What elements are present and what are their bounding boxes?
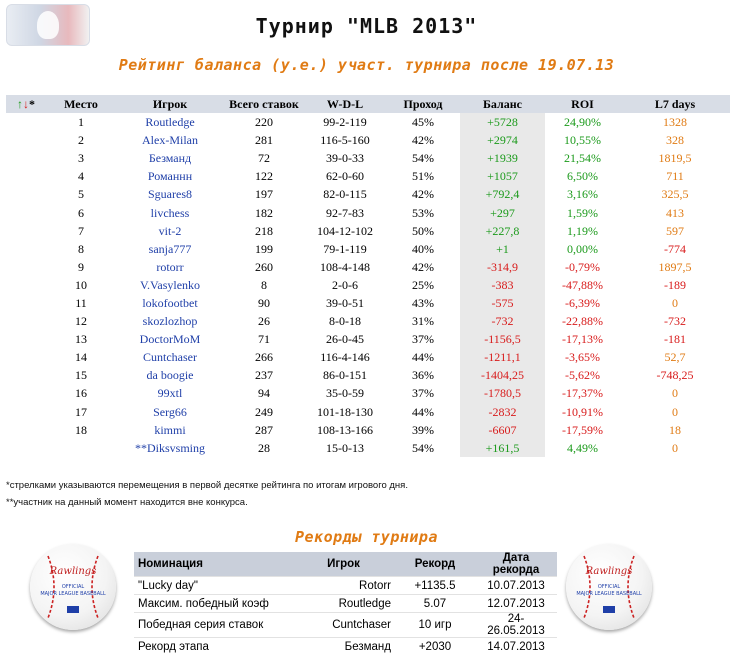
bets-cell: 281 xyxy=(255,133,273,148)
table-row xyxy=(6,203,730,221)
arrow-cell xyxy=(6,113,46,131)
pass-cell: 42% xyxy=(412,187,434,202)
bets-cell: 122 xyxy=(255,169,273,184)
record-date: 24-26.05.2013 xyxy=(475,613,557,638)
balance-cell: -1156,5 xyxy=(460,330,545,348)
roi-cell: -0,79% xyxy=(565,259,600,274)
record-player: Routledge xyxy=(292,595,395,613)
record-value: 5.07 xyxy=(395,595,475,613)
l7-cell: 711 xyxy=(666,169,684,184)
record-value: 10 игр xyxy=(395,613,475,638)
records-row xyxy=(134,595,557,613)
pass-cell: 37% xyxy=(412,386,434,401)
table-row xyxy=(6,439,730,457)
pass-cell: 31% xyxy=(412,314,434,329)
column-header-bets: Всего ставок xyxy=(224,95,304,113)
place-cell: 5 xyxy=(78,187,84,202)
wdl-cell: 92-7-83 xyxy=(326,205,364,220)
arrow-cell xyxy=(6,222,46,240)
place-cell: 8 xyxy=(78,241,84,256)
wdl-cell: 39-0-33 xyxy=(326,151,364,166)
table-row xyxy=(6,222,730,240)
balance-cell: -2832 xyxy=(460,403,545,421)
arrow-cell xyxy=(6,276,46,294)
pass-cell: 53% xyxy=(412,205,434,220)
player-name[interactable]: vit-2 xyxy=(158,223,182,238)
wdl-cell: 8-0-18 xyxy=(329,314,361,329)
roi-cell: -17,59% xyxy=(562,422,603,437)
player-name[interactable]: Романнн xyxy=(147,169,193,184)
table-row xyxy=(6,384,730,402)
arrow-cell xyxy=(6,439,46,457)
bets-cell: 260 xyxy=(255,259,273,274)
arrow-cell xyxy=(6,330,46,348)
record-nomination: "Lucky day" xyxy=(134,577,292,595)
pass-cell: 37% xyxy=(412,332,434,347)
record-date: 12.07.2013 xyxy=(475,595,557,613)
wdl-cell: 86-0-151 xyxy=(323,368,367,383)
wdl-cell: 101-18-130 xyxy=(317,404,373,419)
bets-cell: 28 xyxy=(258,440,270,455)
l7-cell: -748,25 xyxy=(656,368,694,383)
column-header-arrows: ↑↓* xyxy=(6,95,46,113)
balance-cell: -1404,25 xyxy=(460,366,545,384)
player-name[interactable]: lokofootbet xyxy=(142,295,198,310)
balance-cell: +792,4 xyxy=(460,185,545,203)
roi-cell: 1,59% xyxy=(567,205,598,220)
player-name[interactable]: livchess xyxy=(150,205,190,220)
pass-cell: 44% xyxy=(412,404,434,419)
footnote-out-of-contest: **участник на данный момент находится вне конкурса. xyxy=(6,497,248,508)
l7-cell: 1328 xyxy=(663,115,687,130)
rating-table xyxy=(6,95,730,457)
records-column-nomination: Номинация xyxy=(134,552,292,577)
arrow-cell xyxy=(6,131,46,149)
l7-cell: 325,5 xyxy=(661,187,689,202)
pass-cell: 54% xyxy=(412,151,434,166)
record-player: Rotorr xyxy=(292,577,395,595)
place-cell xyxy=(46,439,116,457)
pass-cell: 42% xyxy=(412,133,434,148)
roi-cell: -17,37% xyxy=(562,386,603,401)
pass-cell: 54% xyxy=(412,440,434,455)
table-row xyxy=(6,366,730,384)
wdl-cell: 82-0-115 xyxy=(323,187,367,202)
l7-cell: 0 xyxy=(672,440,678,455)
bets-cell: 249 xyxy=(255,404,273,419)
player-name[interactable]: Serg66 xyxy=(153,404,187,419)
place-cell: 16 xyxy=(75,386,87,401)
player-name[interactable]: sanja777 xyxy=(148,241,192,256)
svg-text:MAJOR LEAGUE BASEBALL: MAJOR LEAGUE BASEBALL xyxy=(40,591,106,597)
record-date: 14.07.2013 xyxy=(475,638,557,655)
table-row xyxy=(6,403,730,421)
table-row xyxy=(6,294,730,312)
arrow-cell xyxy=(6,258,46,276)
arrow-cell xyxy=(6,294,46,312)
table-row xyxy=(6,348,730,366)
pass-cell: 39% xyxy=(412,422,434,437)
place-cell: 10 xyxy=(75,277,87,292)
table-row xyxy=(6,131,730,149)
page-subtitle: Рейтинг баланса (у.е.) участ. турнира после 19.07.13 xyxy=(118,56,615,74)
l7-cell: -774 xyxy=(664,241,686,256)
wdl-cell: 108-4-148 xyxy=(320,259,370,274)
bets-cell: 8 xyxy=(261,277,267,292)
l7-cell: 18 xyxy=(669,422,681,437)
table-row xyxy=(6,276,730,294)
roi-cell: -5,62% xyxy=(565,368,600,383)
place-cell: 2 xyxy=(78,133,84,148)
roi-cell: -6,39% xyxy=(565,295,600,310)
wdl-cell: 104-12-102 xyxy=(317,223,373,238)
player-name[interactable]: Cuntchaser xyxy=(143,350,197,365)
wdl-cell: 15-0-13 xyxy=(326,440,364,455)
column-header-balance: Баланс xyxy=(460,95,545,113)
pass-cell: 36% xyxy=(412,368,434,383)
page-title: Турнир "MLB 2013" xyxy=(255,14,478,38)
arrow-cell xyxy=(6,312,46,330)
records-column-player: Игрок xyxy=(292,552,395,577)
roi-cell: -17,13% xyxy=(562,332,603,347)
record-date: 10.07.2013 xyxy=(475,577,557,595)
arrow-cell xyxy=(6,240,46,258)
place-cell: 9 xyxy=(78,259,84,274)
records-table-header xyxy=(134,552,557,577)
arrow-cell xyxy=(6,421,46,439)
place-cell: 13 xyxy=(75,332,87,347)
table-row xyxy=(6,149,730,167)
pass-cell: 43% xyxy=(412,295,434,310)
place-cell: 12 xyxy=(75,314,87,329)
wdl-cell: 99-2-119 xyxy=(323,115,367,130)
wdl-cell: 39-0-51 xyxy=(326,295,364,310)
l7-cell: 1819,5 xyxy=(658,151,692,166)
player-name[interactable]: Sguares8 xyxy=(148,187,192,202)
column-header-wdl: W-D-L xyxy=(304,95,386,113)
roi-cell: 4,49% xyxy=(567,440,598,455)
pass-cell: 51% xyxy=(412,169,434,184)
arrow-cell xyxy=(6,384,46,402)
bets-cell: 266 xyxy=(255,350,273,365)
column-header-pass: Проход xyxy=(386,95,460,113)
bets-cell: 220 xyxy=(255,115,273,130)
roi-cell: 3,16% xyxy=(567,187,598,202)
table-row xyxy=(6,185,730,203)
balance-cell: +227,8 xyxy=(460,222,545,240)
l7-cell: 1897,5 xyxy=(658,259,692,274)
svg-text:MAJOR LEAGUE BASEBALL: MAJOR LEAGUE BASEBALL xyxy=(576,591,642,597)
roi-cell: 24,90% xyxy=(564,115,601,130)
pass-cell: 25% xyxy=(412,277,434,292)
place-cell: 1 xyxy=(78,115,84,130)
l7-cell: -189 xyxy=(664,277,686,292)
balance-cell: +297 xyxy=(460,203,545,221)
bets-cell: 94 xyxy=(258,386,270,401)
wdl-cell: 116-4-146 xyxy=(320,350,370,365)
roi-cell: 0,00% xyxy=(567,241,598,256)
place-cell: 6 xyxy=(78,205,84,220)
roi-cell: -10,91% xyxy=(562,404,603,419)
records-column-date: Дата рекорда xyxy=(475,552,557,577)
pass-cell: 50% xyxy=(412,223,434,238)
balance-cell: -575 xyxy=(460,294,545,312)
balance-cell: +1 xyxy=(460,240,545,258)
wdl-cell: 116-5-160 xyxy=(320,133,370,148)
svg-text:OFFICIAL: OFFICIAL xyxy=(61,584,85,590)
bets-cell: 26 xyxy=(258,314,270,329)
bets-cell: 90 xyxy=(258,295,270,310)
svg-text:OFFICIAL: OFFICIAL xyxy=(597,584,621,590)
player-name[interactable]: Routledge xyxy=(145,115,195,130)
arrow-cell xyxy=(6,348,46,366)
column-header-player: Игрок xyxy=(116,95,224,113)
player-name[interactable]: **Diksvsming xyxy=(134,440,205,455)
pass-cell: 44% xyxy=(412,350,434,365)
records-row xyxy=(134,613,557,638)
column-header-l7: L7 days xyxy=(620,95,730,113)
balance-cell: -6607 xyxy=(460,421,545,439)
bets-cell: 197 xyxy=(255,187,273,202)
records-table xyxy=(134,552,557,655)
bets-cell: 287 xyxy=(255,422,273,437)
wdl-cell: 2-0-6 xyxy=(332,277,358,292)
l7-cell: -732 xyxy=(664,314,686,329)
roi-cell: -22,88% xyxy=(562,314,603,329)
player-name[interactable]: Безманд xyxy=(148,151,192,166)
place-cell: 11 xyxy=(75,295,87,310)
place-cell: 15 xyxy=(75,368,87,383)
roi-cell: -3,65% xyxy=(565,350,600,365)
table-row xyxy=(6,330,730,348)
records-row xyxy=(134,577,557,595)
balance-cell: -1211,1 xyxy=(460,348,545,366)
balance-cell: -1780,5 xyxy=(460,384,545,402)
bets-cell: 237 xyxy=(255,368,273,383)
balance-cell: -314,9 xyxy=(460,258,545,276)
player-name[interactable]: DoctorMoM xyxy=(139,332,201,347)
baseball-icon xyxy=(566,544,652,630)
place-cell: 4 xyxy=(78,169,84,184)
balance-cell: -732 xyxy=(460,312,545,330)
record-value: +2030 xyxy=(395,638,475,655)
column-header-roi: ROI xyxy=(545,95,620,113)
footnote-arrows: *стрелками указываются перемещения в первой десятке рейтинга по итогам игрового дня. xyxy=(6,480,408,491)
records-column-record: Рекорд xyxy=(395,552,475,577)
roi-cell: 6,50% xyxy=(567,169,598,184)
balance-cell: -383 xyxy=(460,276,545,294)
roi-cell: 10,55% xyxy=(564,133,601,148)
l7-cell: -181 xyxy=(664,332,686,347)
player-name[interactable]: skozlozhop xyxy=(142,314,198,329)
l7-cell: 0 xyxy=(672,404,678,419)
player-name[interactable]: V.Vasylenko xyxy=(139,277,201,292)
wdl-cell: 62-0-60 xyxy=(326,169,364,184)
place-cell: 7 xyxy=(78,223,84,238)
record-player: Безманд xyxy=(292,638,395,655)
roi-cell: -47,88% xyxy=(562,277,603,292)
l7-cell: 597 xyxy=(666,223,684,238)
player-name[interactable]: rotorr xyxy=(156,259,184,274)
baseball-icon xyxy=(30,544,116,630)
place-cell: 3 xyxy=(78,151,84,166)
arrow-cell xyxy=(6,167,46,185)
wdl-cell: 26-0-45 xyxy=(326,332,364,347)
l7-cell: 0 xyxy=(672,295,678,310)
arrow-cell xyxy=(6,185,46,203)
arrow-cell xyxy=(6,149,46,167)
bets-cell: 71 xyxy=(258,332,270,347)
balance-cell: +161,5 xyxy=(460,439,545,457)
l7-cell: 0 xyxy=(672,386,678,401)
l7-cell: 52,7 xyxy=(664,350,686,365)
table-row xyxy=(6,421,730,439)
arrow-cell xyxy=(6,203,46,221)
wdl-cell: 79-1-119 xyxy=(323,241,367,256)
svg-text:Rawlings: Rawlings xyxy=(49,566,97,577)
roi-cell: 1,19% xyxy=(567,223,598,238)
arrow-cell xyxy=(6,403,46,421)
roi-cell: 21,54% xyxy=(564,151,601,166)
record-nomination: Максим. победный коэф xyxy=(134,595,292,613)
table-row xyxy=(6,312,730,330)
l7-cell: 413 xyxy=(666,205,684,220)
player-name[interactable]: Alex-Milan xyxy=(142,133,198,148)
place-cell: 14 xyxy=(75,350,87,365)
balance-cell: +1057 xyxy=(460,167,545,185)
record-nomination: Рекорд этапа xyxy=(134,638,292,655)
wdl-cell: 35-0-59 xyxy=(326,386,364,401)
table-row xyxy=(6,167,730,185)
svg-text:Rawlings: Rawlings xyxy=(585,566,633,577)
player-name[interactable]: 99xtl xyxy=(157,386,183,401)
rating-table-header xyxy=(6,95,730,113)
table-row xyxy=(6,240,730,258)
balance-cell: +1939 xyxy=(460,149,545,167)
arrow-cell xyxy=(6,366,46,384)
pass-cell: 40% xyxy=(412,241,434,256)
bets-cell: 199 xyxy=(255,241,273,256)
records-title: Рекорды турнира xyxy=(295,528,438,546)
record-value: +1135.5 xyxy=(395,577,475,595)
place-cell: 18 xyxy=(75,422,87,437)
column-header-place: Место xyxy=(46,95,116,113)
record-nomination: Победная серия ставок xyxy=(134,613,292,638)
table-row xyxy=(6,258,730,276)
record-player: Cuntchaser xyxy=(292,613,395,638)
balance-cell: +2974 xyxy=(460,131,545,149)
player-name[interactable]: da boogie xyxy=(146,368,194,383)
pass-cell: 42% xyxy=(412,259,434,274)
table-row xyxy=(6,113,730,131)
bets-cell: 72 xyxy=(258,151,270,166)
bets-cell: 182 xyxy=(255,205,273,220)
l7-cell: 328 xyxy=(666,133,684,148)
wdl-cell: 108-13-166 xyxy=(317,422,373,437)
player-name[interactable]: kimmi xyxy=(154,422,186,437)
place-cell: 17 xyxy=(75,404,87,419)
bets-cell: 218 xyxy=(255,223,273,238)
records-row xyxy=(134,638,557,655)
pass-cell: 45% xyxy=(412,115,434,130)
balance-cell: +5728 xyxy=(460,113,545,131)
